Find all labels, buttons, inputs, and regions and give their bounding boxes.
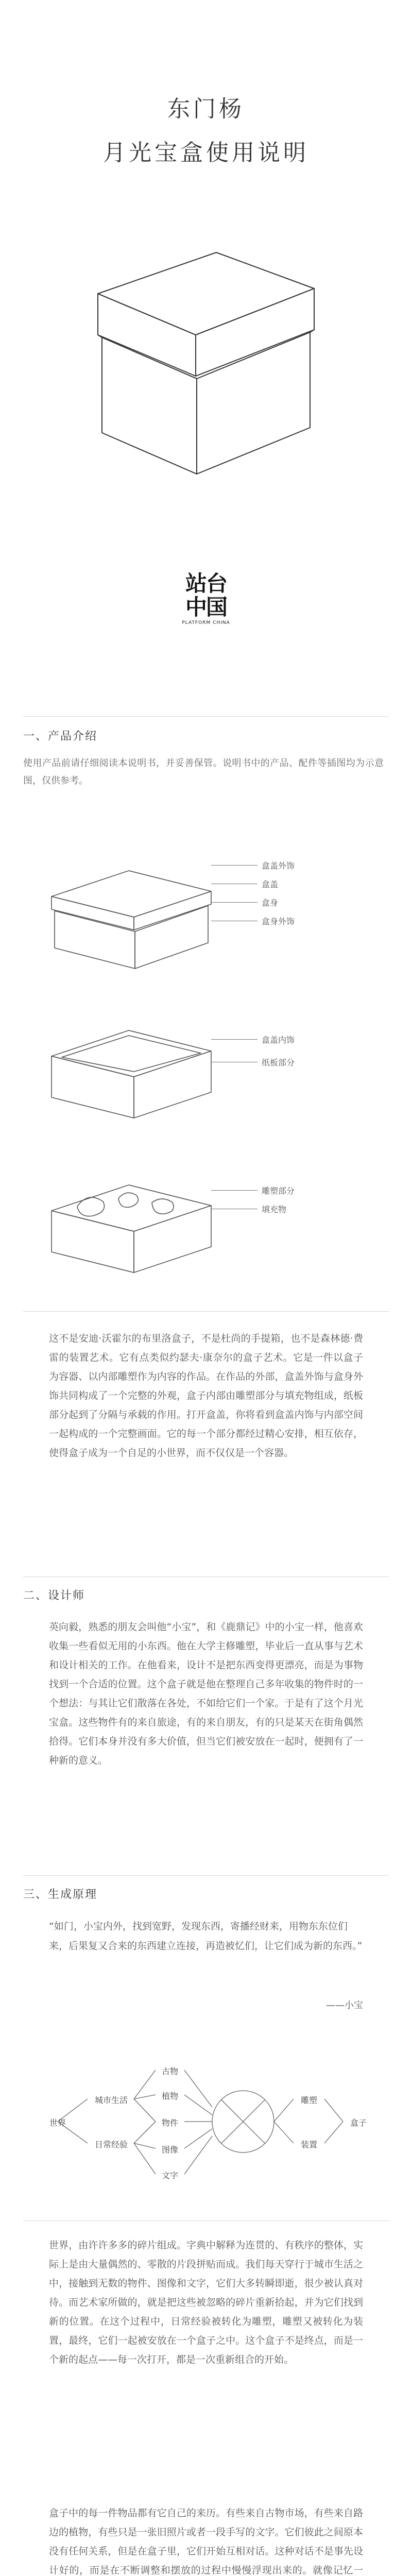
cover-box-illustration [77,216,335,505]
principle-text-1: 世界，由许许多多的碎片组成。字典中解释为连贯的、有秩序的整体，实际上是由大量偶然的、零散的片段拼贴而成。我们每天穿行于城市生活之中，接触到无数的物件、图像和文字，它们大多转瞬即逝，很少被认真对待。而艺术家所做的，就是把这些被忽略的碎片重新拾起，并为它们找到新的位置。在这个过程中，日常经验被转化为雕塑，雕塑又被转化为装置，最终，它们一起被安放在一个盒子之中。这个盒子不是终点，而是一个新的起点——每一次打开，都是一次重新组合的开始。 [49,2240,363,2365]
box-diagram-contents [41,1149,237,1293]
logo-subtext: PLATFORM CHINA [182,620,230,625]
cover-author: 东门杨 [167,96,245,122]
section-title-product: 一、产品介绍 [23,730,98,743]
diagram-node-objects: 物件 [161,2118,178,2128]
quote-author: ——小宝 [326,2000,363,2011]
diagram-node-text: 文字 [161,2171,178,2180]
designer-text: 英向毅，熟悉的朋友会叫他“小宝”，和《鹿鼎记》中的小宝一样，他喜欢收集一些看似无用的小东西。他在大学主修雕塑，毕业后一直从事与艺术和设计相关的工作。在他看来，设计不是把东西变得更漂亮，而是为事物找到一个合适的位置。这个盒子就是他在整理自己多年收集的物件时的一个想法：与其让它们散落在各处，不如给它们一个家。于是有了这个月光宝盒。这些物件有的来自旅途，有的来自朋友，有的只是某天在街角偶然拾得。它们本身并没有多大价值，但当它们被安放在一起时，便拥有了一种新的意义。 [49,1621,363,1766]
label-filler: 填充物 [262,1205,287,1214]
principle-text-2: 盒子中的每一件物品都有它自己的来历。有些来自古物市场，有些来自路边的植物，有些只是一张旧照片或者一段手写的文字。它们彼此之间原本没有任何关系，但是在盒子里，它们开始互相对话。这种对话不是事先设计好的，而是在不断调整和摆放的过程中慢慢浮现出来的。就像记忆一 [49,2507,363,2576]
label-lid-interior: 盒盖内饰 [262,1035,295,1045]
section-title-principle: 三、生成原理 [23,1888,98,1901]
box-diagram-exterior [41,840,237,974]
leader-line [211,902,258,903]
section-title-designer: 二、设计师 [23,1589,85,1602]
product-description-text: 这不是安迪·沃霍尔的布里洛盒子，不是杜尚的手提箱，也不是森林德·费雷的装置艺术。它有点类似约瑟夫·康奈尔的盒子艺术。它是一件以盒子为容器、以内部雕塑作为内容的作品。在作品的外部，盒盖外饰与盒身外饰共同构成了一个完整的外观，盒子内部由雕塑部分与填充物组成，纸板部分起到了分隔与承载的作用。打开盒盖，你将看到盒盖内饰与内部空间一起构成的一个完整画面。它的每一个部分都经过精心安排，相互依存，使得盒子成为一个自足的小世界，而不仅仅是一个容器。 [49,1333,363,1459]
diagram-node-images: 图像 [161,2145,178,2155]
diagram-node-installation: 装置 [300,2140,317,2149]
diagram-node-sculpture: 雕塑 [300,2095,317,2105]
product-intro-text: 使用产品前请仔细阅读本说明书，并妥善保管。说明书中的产品、配件等插图均为示意图，仅供参考。 [23,758,384,786]
section-divider [23,716,389,717]
leader-line [211,1039,258,1040]
diagram-node-box: 盒子 [350,2118,367,2128]
section-divider [23,1875,389,1876]
diagram-node-antiques: 古物 [161,2066,178,2076]
cover-title: 月光宝盒使用说明 [103,140,309,166]
label-cardboard: 纸板部分 [262,1058,295,1067]
label-sculpture: 雕塑部分 [262,1186,295,1196]
label-lid: 盒盖 [262,879,279,889]
diagram-node-world: 世界 [49,2118,66,2128]
label-lid-exterior: 盒盖外饰 [262,861,295,871]
label-body: 盒身 [262,898,279,908]
diagram-node-daily-experience: 日常经验 [94,2140,128,2149]
generation-diagram [21,2045,391,2200]
designer-quote: “如门，小宝内外，找到宽野，发现东西，寄播经财来，用物东东位们来，后果复又合来的东西建立连接，再造被忆们，让它们成为新的东西。” [49,1921,363,1952]
leader-line [211,865,258,866]
box-diagram-lid-interior [41,994,237,1139]
diagram-node-plants: 植物 [161,2091,178,2101]
logo-mark: 站台中国 [185,571,227,620]
leader-line [211,1190,258,1191]
label-body-exterior: 盒身外饰 [262,917,295,926]
diagram-node-city-life: 城市生活 [94,2095,128,2105]
platform-china-logo [179,572,233,625]
section-divider [23,1311,389,1312]
